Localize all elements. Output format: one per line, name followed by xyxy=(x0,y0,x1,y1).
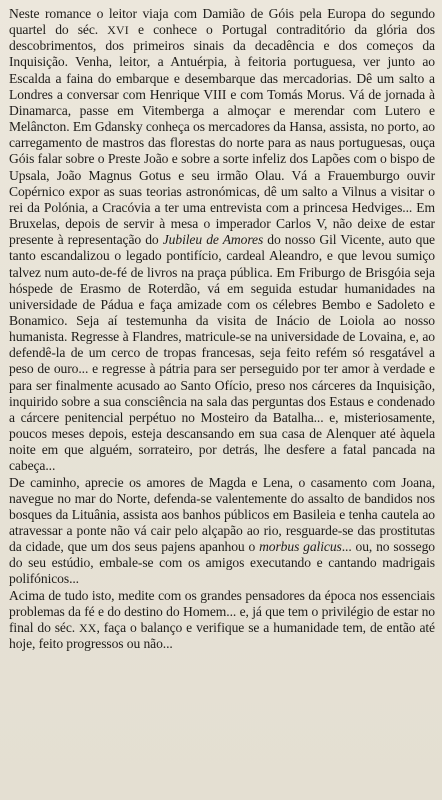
paragraph-text: Acima de tudo isto, medite com os grandes pensadores da época nos essenciais problemas da fé e do destino do Homem... e, já que tem o privilégio de estar no final do séc. xyxy=(9,587,435,635)
italic-title-text: Jubileu de Amores xyxy=(162,232,264,248)
italic-title-text: morbus galicus xyxy=(259,539,342,555)
paragraph-text: e conhece o Portugal contraditório da glória dos descobrimentos, dos primeiros sinais da decadência e dos começos da Inquisição. Venha, leitor, a Antuérpia, à feitoria portuguesa, ver junto ao Escalda a faina do embarque e desembarque das mercadorias. Dê um salto a Londres a conversar com Henrique VIII e com Tomás Morus. Vá de jornada à Dinamarca, passe em Vitemberga a almoçar e merendar com Lutero e Melâncton. Em Gdansky conheça os mercadores da Hansa, assista, no porto, ao carregamento de mastros das florestas do norte para as naus portuguesas, ouça Góis falar sobre o Preste João e sobre a sorte infeliz dos Lapões com o bispo de Upsala, João Magnus Gotus e seu irmão Olau. Vá a Frauemburgo ouvir Copérnico expor as suas teorias astronómicas, dê um salto a Vilnus a visitar o rei da Polónia, a Cracóvia a ter uma entrevista com a princesa Hedviges... Em Bruxelas, depois de servir à mesa o imperador Carlos V, não deixe de estar presente à representação do xyxy=(9,22,435,248)
paragraph-text: , faça o balanço e verifique se a humanidade tem, de então até hoje, feito progressos ou não... xyxy=(9,619,435,652)
paragraph-text: ... ou, no sossego do seu estúdio, embale-se com os amigos executando e cantando madrigais polifónicos... xyxy=(9,539,435,587)
roman-numeral-text: XVI xyxy=(107,23,129,38)
paragraph-text: Neste romance o leitor viaja com Damião de Góis pela Europa do segundo quartel do séc. xyxy=(9,6,435,38)
blurb-paragraph xyxy=(9,475,435,588)
blurb-text-body xyxy=(9,6,435,652)
paragraph-text: do nosso Gil Vicente, auto que tanto escandalizou o legado pontifício, cardeal Aleandro, e que levou sumiço talvez num auto-de-fé de livros na praça pública. Em Friburgo de Brisgóia seja hóspede de Erasmo de Roterdão, vá em seguida estudar humanidades na universidade de Pádua e faça amizade com os célebres Bembo e Sadoleto e Bonamico. Seja aí testemunha da visita de Inácio de Loiola ao nosso humanista. Regresse à Flandres, matricule-se na universidade de Lovaina, e, ao defendê-la de um cerco de tropas francesas, seja feito refém só resgatável a peso de ouro... e regresse à pátria para ser perseguido por ter amor à verdade e para ser finalmente acusado ao Santo Ofício, preso nos cárceres da Inquisição, inquirido sobre a sua consciência na sala das perguntas dos Estaus e condenado a cárcere penitencial perpétuo no Mosteiro da Batalha... e, misteriosamente, poucos meses depois, esteja descansando em sua casa de Alenquer até àquela noite em que alguém, sorrateiro, por detrás, lhe desfere a fatal pancada na cabeça... xyxy=(9,232,435,474)
paragraph-text: De caminho, aprecie os amores de Magda e Lena, o casamento com Joana, navegue no mar do Norte, defenda-se valentemente do assalto de bandidos nos bosques da Lituânia, assista aos banhos públicos em Basileia e tenha cautela ao atravessar a ponte não vá cair pelo alçapão ao rio, resguarde-se das prostitutas da cidade, que um dos seus pajens apanhou o xyxy=(9,474,435,555)
roman-numeral-text: XX xyxy=(79,620,97,635)
blurb-paragraph xyxy=(9,588,435,653)
blurb-paragraph xyxy=(9,6,435,475)
